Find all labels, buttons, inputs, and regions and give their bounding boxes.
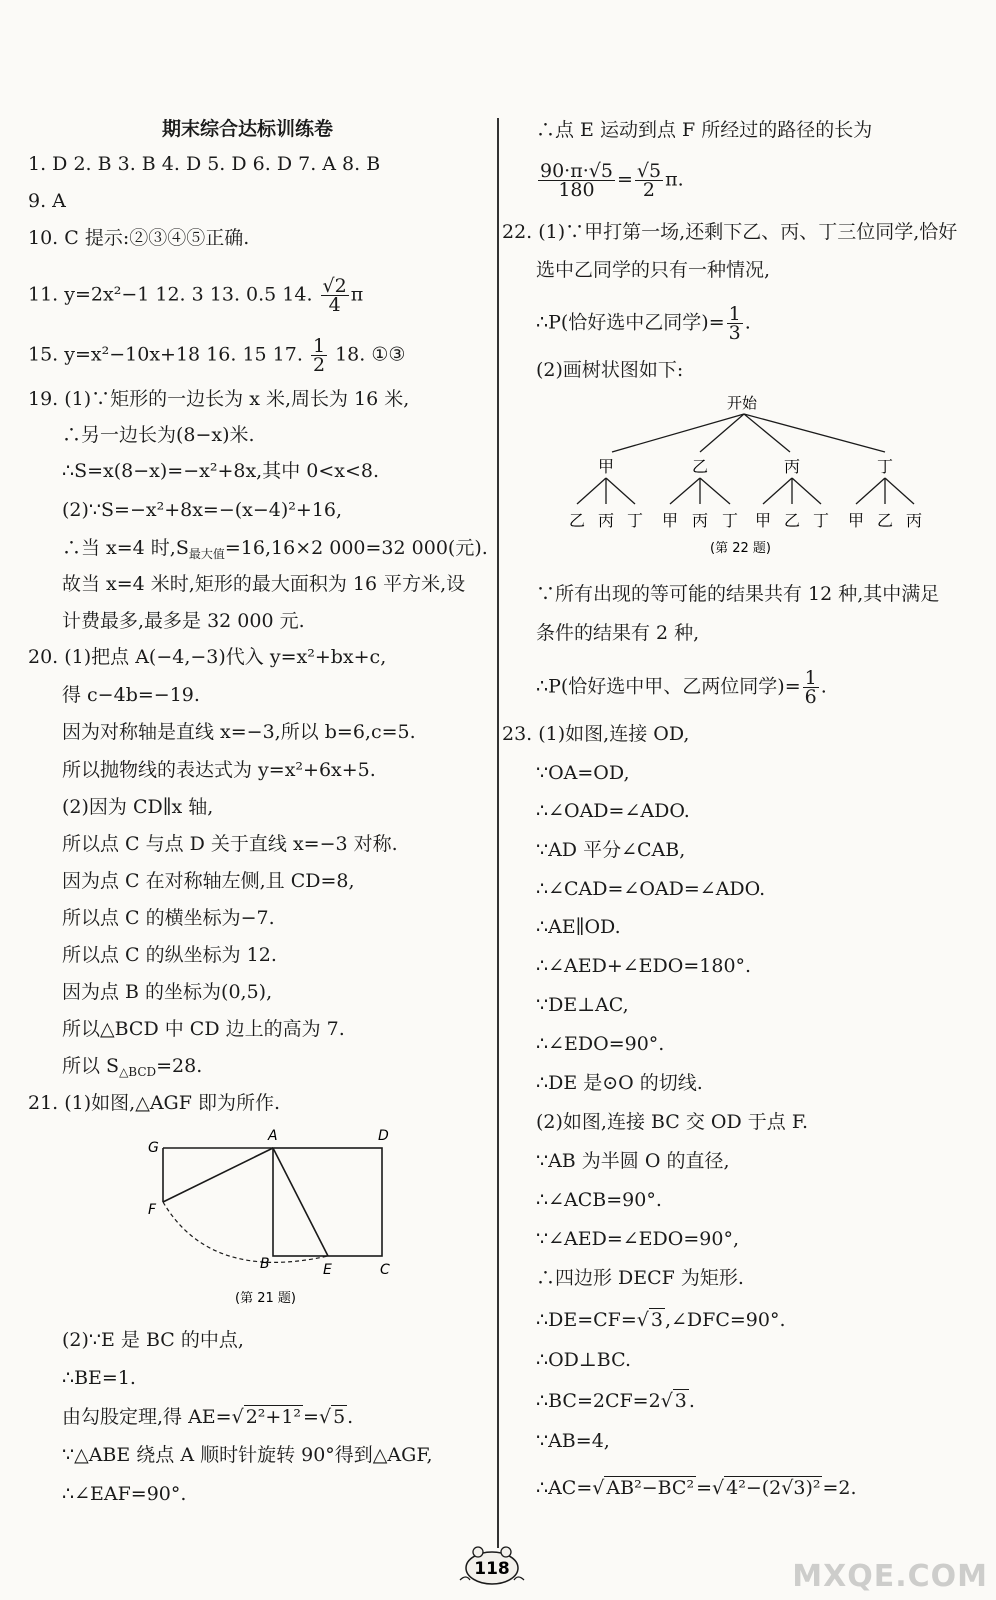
label-e: E bbox=[323, 1262, 332, 1278]
q23-line: ∵AB=4, bbox=[536, 1430, 610, 1452]
page-number: 118 bbox=[474, 1559, 510, 1579]
q23-line: ∵OA=OD, bbox=[536, 762, 630, 784]
q22-line: ∴P(恰好选中甲、乙两位同学)= $\frac{1}{6}$ . bbox=[536, 667, 827, 708]
q23-line: ∴BC=2CF=2√ 3 . bbox=[536, 1390, 695, 1412]
q21-line: 由勾股定理,得 AE=√ 2²+1² =√ 5 . bbox=[62, 1406, 354, 1428]
answer-line-1-8: 1. D 2. B 3. B 4. D 5. D 6. D 7. A 8. B bbox=[28, 153, 381, 175]
q20-line: 所以点 C 的横坐标为−7. bbox=[62, 907, 275, 929]
q23-line: ∴∠EDO=90°. bbox=[536, 1033, 665, 1055]
fraction: $\frac{90\cdot\pi\cdot√5}{180}$ bbox=[540, 160, 613, 201]
fraction: $\frac{1}{2}$ bbox=[312, 335, 326, 376]
segment-af bbox=[163, 1148, 273, 1202]
arc-ef bbox=[163, 1202, 328, 1262]
fraction: $\frac{√5}{2}$ bbox=[636, 160, 662, 201]
q22-line: ∵所有出现的等可能的结果共有 12 种,其中满足 bbox=[536, 583, 940, 605]
label-b: B bbox=[260, 1256, 270, 1272]
q21-line: (2)∵E 是 BC 的中点, bbox=[62, 1329, 244, 1351]
page-title: 期末综合达标训练卷 bbox=[162, 118, 334, 140]
q20-line: 所以抛物线的表达式为 y=x²+6x+5. bbox=[62, 759, 376, 781]
label-f: F bbox=[148, 1202, 157, 1218]
tree-root: 开始 bbox=[727, 394, 758, 412]
q19-line: ∴当 x=4 时$,S_{最大值}=16,16\times 2$ 000=32 000(元). bbox=[62, 537, 488, 561]
q21-line: ∴∠EAF=90°. bbox=[62, 1483, 187, 1505]
q23-line: ∴DE=CF=√ 3 ,∠DFC=90°. bbox=[536, 1309, 786, 1331]
q23-line: ∵DE⊥AC, bbox=[536, 994, 629, 1016]
answer-line-15-18: 15. y=x²−10x+18 16. 15 17. $\frac{1}{2}$ 18. ①③ bbox=[28, 335, 406, 376]
q23-line: ∵AD 平分∠CAB, bbox=[536, 839, 686, 861]
tree-level1-node: 甲 bbox=[598, 457, 615, 476]
tree-leaf: 甲 bbox=[755, 511, 772, 530]
tree-leaf: 甲 bbox=[848, 511, 865, 530]
q20-line: 20. (1)把点 A(−4,−3)代入 y=x²+bx+c, bbox=[28, 646, 387, 668]
q23-line: ∴OD⊥BC. bbox=[536, 1349, 631, 1371]
tree-leaf: 乙 bbox=[784, 511, 801, 530]
q23-line: ∴DE 是⊙O 的切线. bbox=[536, 1072, 703, 1094]
q21-arc-length: $\frac{90\cdot\pi\cdot√5}{180}$ = $\frac{√5}{2}$ π. bbox=[540, 160, 684, 201]
q22-line: (2)画树状图如下: bbox=[536, 359, 684, 381]
tree-leaf: 甲 bbox=[662, 511, 679, 530]
q23-line: ∵AB 为半圆 O 的直径, bbox=[536, 1150, 730, 1172]
q23-line: 23. (1)如图,连接 OD, bbox=[502, 723, 690, 745]
answer-line-10: 10. C 提示:②③④⑤正确. bbox=[28, 227, 250, 249]
label-c: C bbox=[380, 1262, 390, 1278]
q22-line: 22. (1)∵甲打第一场,还剩下乙、丙、丁三位同学,恰好 bbox=[502, 221, 958, 243]
q19-line: ∴另一边长为(8−x)米. bbox=[62, 424, 255, 446]
segment-ae bbox=[273, 1148, 328, 1256]
q20-line: 所以点 C 的纵坐标为 12. bbox=[62, 944, 277, 966]
q21-continued: ∴点 E 运动到点 F 所经过的路径的长为 bbox=[536, 119, 873, 141]
q21-line: ∴BE=1. bbox=[62, 1367, 136, 1389]
square-abcd bbox=[273, 1148, 382, 1256]
fraction: $\frac{1}{6}$ bbox=[804, 667, 817, 708]
label-g: G bbox=[148, 1140, 159, 1156]
q20-line: (2)因为 CD∥x 轴, bbox=[62, 796, 214, 818]
q23-line: ∴∠ACB=90°. bbox=[536, 1189, 662, 1211]
tree-diagram bbox=[560, 390, 980, 560]
figure-21 bbox=[140, 1122, 410, 1312]
fraction: $\frac{√2}{4}$ bbox=[322, 275, 347, 316]
tree-leaf: 丁 bbox=[722, 511, 739, 530]
q20-line: 因为对称轴是直线 x=−3,所以 b=6,c=5. bbox=[62, 721, 416, 743]
q20-line: 因为点 C 在对称轴左侧,且 CD=8, bbox=[62, 870, 355, 892]
tree-level1-node: 乙 bbox=[692, 457, 709, 476]
fraction: $\frac{1}{3}$ bbox=[728, 303, 741, 344]
tree-leaf: 丁 bbox=[813, 511, 830, 530]
tree-level1-node: 丙 bbox=[784, 457, 801, 476]
tree-leaf: 乙 bbox=[569, 511, 586, 530]
q19-line: 故当 x=4 米时,矩形的最大面积为 16 平方米,设 bbox=[62, 573, 466, 595]
page-number-badge bbox=[452, 1540, 532, 1590]
figure-caption: (第 21 题) bbox=[235, 1291, 296, 1306]
q20-line: 所以△BCD 中 CD 边上的高为 7. bbox=[62, 1018, 345, 1040]
q20-line: 因为点 B 的坐标为(0,5), bbox=[62, 981, 273, 1003]
q20-line: 得 c−4b=−19. bbox=[62, 684, 200, 706]
figure-caption: (第 22 题) bbox=[710, 541, 771, 556]
answer-line-9: 9. A bbox=[28, 190, 66, 212]
q19-line: ∴S=x(8−x)=−x²+8x,其中 0<x<8. bbox=[62, 460, 380, 482]
tree-leaf: 丁 bbox=[627, 511, 644, 530]
q23-line: ∴AE∥OD. bbox=[536, 916, 621, 938]
q19-line: (2)∵S=−x²+8x=−(x−4)²+16, bbox=[62, 499, 343, 521]
answer-line-11-14: 11. y=2x²−1 12. 3 13. 0.5 14. $\frac{√2}{4}$ π bbox=[28, 275, 364, 316]
tree-leaf: 丙 bbox=[906, 511, 923, 530]
q23-line: ∴∠CAD=∠OAD=∠ADO. bbox=[536, 878, 766, 900]
label-a: A bbox=[268, 1128, 278, 1144]
label-d: D bbox=[378, 1128, 389, 1144]
q21-line: 21. (1)如图,△AGF 即为所作. bbox=[28, 1092, 280, 1114]
q22-line: 条件的结果有 2 种, bbox=[536, 622, 700, 644]
watermark: MXQE.COM bbox=[792, 1559, 988, 1594]
q19-line: 19. (1)∵矩形的一边长为 x 米,周长为 16 米, bbox=[28, 388, 410, 410]
q22-line: 选中乙同学的只有一种情况, bbox=[536, 259, 771, 281]
tree-leaf: 丙 bbox=[692, 511, 709, 530]
q23-line: ∵∠AED=∠EDO=90°, bbox=[536, 1228, 739, 1250]
tree-level1-node: 丁 bbox=[877, 457, 894, 476]
q23-line: ∴AC=√ AB²−BC² =√ 4²−(2√3)² =2. bbox=[536, 1477, 857, 1499]
q23-line: ∴∠OAD=∠ADO. bbox=[536, 800, 690, 822]
tree-leaf: 乙 bbox=[877, 511, 894, 530]
q19-line: 计费最多,最多是 32 000 元. bbox=[62, 610, 305, 632]
q23-line: ∴∠AED+∠EDO=180°. bbox=[536, 955, 752, 977]
q22-line: ∴P(恰好选中乙同学)= $\frac{1}{3}$ . bbox=[536, 303, 751, 344]
tree-leaf: 丙 bbox=[598, 511, 615, 530]
column-divider bbox=[497, 118, 499, 1548]
q20-line: 所以点 C 与点 D 关于直线 x=−3 对称. bbox=[62, 833, 398, 855]
q23-line: ∴四边形 DECF 为矩形. bbox=[536, 1267, 744, 1289]
q21-line: ∵△ABE 绕点 A 顺时针旋转 90°得到△AGF, bbox=[62, 1444, 433, 1466]
q20-line: 所以 $S_{\triangle BCD}=28$. bbox=[62, 1055, 203, 1079]
q23-line: (2)如图,连接 BC 交 OD 于点 F. bbox=[536, 1111, 809, 1133]
